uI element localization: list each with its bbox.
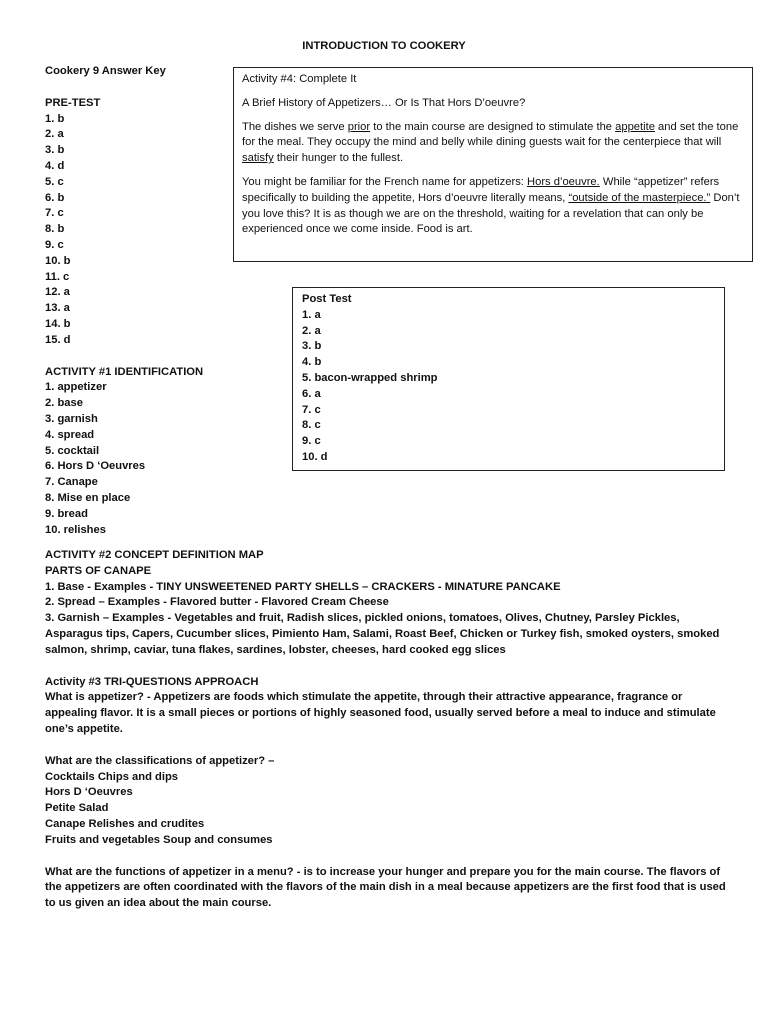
activity4-paragraph-2: You might be familiar for the French name for appetizers: Hors d’oeuvre. While “appetizer” refers specifically to building the appetite, Hors d’oeuvre literally means, “outside of the masterpiece.” Don’t you love this? It is as though we are on the threshold, waiting for a revelation that can only be experienced once we come inside. Food is art. <box>242 175 740 236</box>
activity1-answer: 5. cocktail <box>45 444 100 457</box>
classification-item: Cocktails Chips and dips <box>45 770 179 783</box>
answer-appetite: appetite <box>615 120 655 133</box>
activity2-subheading: PARTS OF CANAPE <box>45 564 152 577</box>
classification-list <box>45 770 735 849</box>
pretest-answer: 9. c <box>45 238 64 251</box>
posttest-box <box>292 287 725 471</box>
posttest-list <box>302 308 724 466</box>
activity2-line-1: 1. Base - Examples - TINY UNSWEETENED PARTY SHELLS – CRACKERS - MINATURE PANCAKE <box>45 580 561 593</box>
activity1-answer: 7. Canape <box>45 476 98 489</box>
pretest-heading: PRE-TEST <box>45 96 101 109</box>
activity3-question-2: What are the classifications of appetizer? – <box>45 754 275 767</box>
activity1-heading: ACTIVITY #1 IDENTIFICATION <box>45 365 204 378</box>
activity1-answer: 8. Mise en place <box>45 491 131 504</box>
activity4-heading: Activity #4: Complete It <box>242 73 357 85</box>
activity1-answer: 9. bread <box>45 507 88 520</box>
pretest-answer: 6. b <box>45 191 65 204</box>
pretest-answer: 1. b <box>45 112 65 125</box>
pretest-answer: 4. d <box>45 159 65 172</box>
posttest-answer: 1. a <box>302 308 321 321</box>
page-title: INTRODUCTION TO COOKERY <box>302 40 466 52</box>
activity1-answer: 3. garnish <box>45 412 98 425</box>
pretest-answer: 13. a <box>45 302 70 315</box>
activity1-answer: 4. spread <box>45 428 95 441</box>
posttest-answer: 10. d <box>302 450 328 463</box>
pretest-answer: 10. b <box>45 254 71 267</box>
activity4-box <box>233 67 753 262</box>
pretest-answer: 15. d <box>45 333 71 346</box>
activity2-heading: ACTIVITY #2 CONCEPT DEFINITION MAP <box>45 549 264 561</box>
pretest-answer: 14. b <box>45 317 71 330</box>
posttest-answer: 5. bacon-wrapped shrimp <box>302 371 438 384</box>
activity2-line-3: 3. Garnish – Examples - Vegetables and fruit, Radish slices, pickled onions, tomatoes, Olives, Chutney, Parsley Pickles, Asparagus tips, Capers, Cucumber slices, Pimiento Ham, Salami, Roast Beef, Chicken or Turkey fish, smoked oysters, smoked salmon, shrimp, caviar, tuna flakes, sardines, lobster, cheeses, hard cooked egg slices <box>45 612 720 656</box>
pretest-answer: 7. c <box>45 207 64 220</box>
classification-item: Hors D ‘Oeuvres <box>45 786 133 799</box>
activity1-answer: 1. appetizer <box>45 381 107 394</box>
activity3-question-3: What are the functions of appetizer in a menu? - is to increase your hunger and prepare you for the main course. The flavors of the appetizers are often coordinated with the flavors of the main dish in a meal because appetizers are the first food that is used to us given an idea about the main course. <box>45 865 726 910</box>
activity1-answer: 2. base <box>45 397 83 410</box>
activity4-paragraph-1: The dishes we serve prior to the main course are designed to stimulate the appetite and set the tone for the meal. They occupy the mind and belly while dining guests wait for the centerpiece that will satisfy their hunger to the fullest. <box>242 120 739 165</box>
answer-key-title: Cookery 9 Answer Key <box>45 65 166 77</box>
activity1-answer: 6. Hors D ‘Oeuvres <box>45 460 146 473</box>
pretest-answer: 8. b <box>45 223 65 236</box>
posttest-answer: 7. c <box>302 403 321 416</box>
activity1-answer: 10. relishes <box>45 523 106 536</box>
answer-satisfy: satisfy <box>242 152 274 165</box>
activity4-subtitle: A Brief History of Appetizers… Or Is That Hors D’oeuvre? <box>242 96 526 109</box>
posttest-answer: 4. b <box>302 356 322 369</box>
classification-item: Canape Relishes and crudites <box>45 817 205 830</box>
posttest-answer: 3. b <box>302 340 322 353</box>
answer-hors-doeuvre: Hors d’oeuvre. <box>527 175 600 188</box>
pretest-answer: 5. c <box>45 175 64 188</box>
pretest-answer: 2. a <box>45 128 64 141</box>
answer-prior: prior <box>347 120 371 133</box>
answer-outside-masterpiece: “outside of the masterpiece.” <box>568 191 711 204</box>
posttest-heading: Post Test <box>302 293 352 305</box>
lower-section <box>45 548 735 912</box>
pretest-answer: 11. c <box>45 270 70 283</box>
pretest-answer: 3. b <box>45 144 65 157</box>
classification-item: Fruits and vegetables Soup and consumes <box>45 833 273 846</box>
pretest-answer: 12. a <box>45 286 70 299</box>
posttest-answer: 2. a <box>302 324 321 337</box>
activity3-question-1: What is appetizer? - Appetizers are foods which stimulate the appetite, through their attractive appearance, fragrance or appealing flavor. It is a small pieces or portions of highly seasoned food, usually served before a meal to induce and stimulate one’s appetite. <box>45 691 716 735</box>
posttest-answer: 6. a <box>302 387 321 400</box>
activity1-list <box>45 380 285 538</box>
activity3-heading: Activity #3 TRI-QUESTIONS APPROACH <box>45 675 259 688</box>
activity2-line-2: 2. Spread – Examples - Flavored butter - Flavored Cream Cheese <box>45 596 389 609</box>
classification-item: Petite Salad <box>45 802 109 815</box>
posttest-answer: 9. c <box>302 435 321 448</box>
posttest-answer: 8. c <box>302 419 321 432</box>
